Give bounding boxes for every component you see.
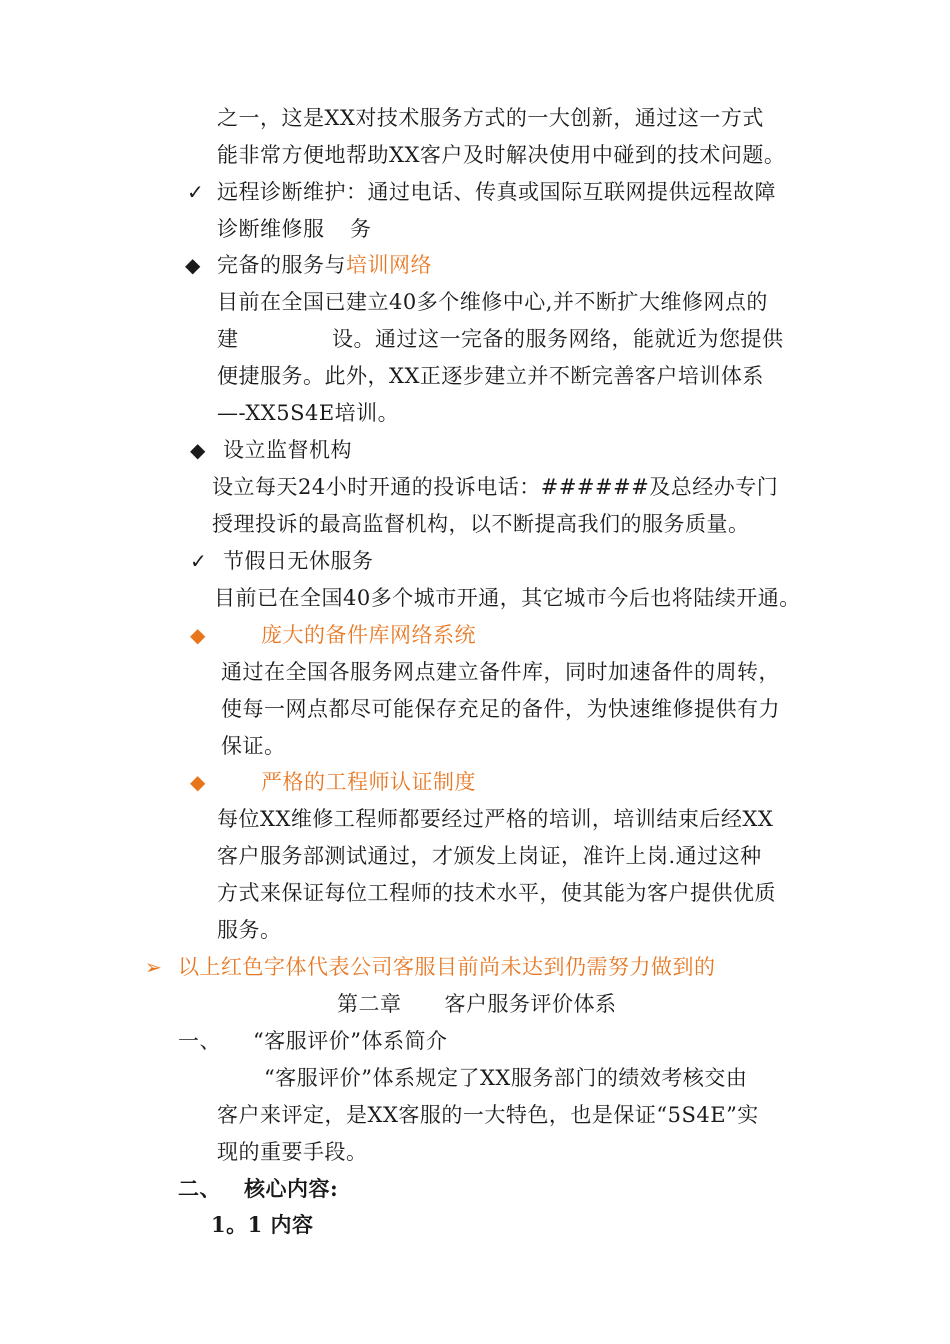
paragraph-line: 能非常方便地帮助XX客户及时解决使用中碰到的技术问题。: [217, 143, 786, 167]
diamond-icon: ◆: [185, 253, 201, 277]
bullet-heading: 节假日无休服务: [223, 549, 374, 573]
diamond-icon: ◆: [190, 623, 206, 647]
paragraph-line: 使每一网点都尽可能保存充足的备件，为快速维修提供有力: [221, 697, 780, 721]
paragraph-line: 授理投诉的最高监督机构，以不断提高我们的服务质量。: [212, 512, 750, 536]
paragraph-line: 客户来评定，是XX客服的一大特色，也是保证“5S4E”实: [217, 1103, 759, 1127]
paragraph-line: 保证。: [221, 734, 286, 758]
paragraph-line: 每位XX维修工程师都要经过严格的培训，培训结束后经XX: [217, 807, 774, 831]
paragraph-line: 之一，这是XX对技术服务方式的一大创新，通过这一方式: [217, 106, 764, 130]
paragraph-line: 目前已在全国40多个城市开通，其它城市今后也将陆续开通。: [214, 586, 801, 610]
paragraph-line: 便捷服务。此外，XX正逐步建立并不断完善客户培训体系: [217, 364, 764, 388]
paragraph-line: 务: [350, 217, 372, 241]
bullet-heading: 远程诊断维护：通过电话、传真或国际互联网提供远程故障: [217, 180, 776, 204]
bullet-heading: 设立监督机构: [223, 438, 352, 462]
paragraph-line: —-XX5S4E培训。: [217, 401, 400, 425]
check-icon: ✓: [187, 180, 204, 204]
section-number: 一、: [178, 1029, 221, 1053]
section-number: 二、: [178, 1176, 221, 1201]
bullet-heading: 庞大的备件库网络系统: [261, 623, 476, 647]
section-title: “客服评价”体系简介: [253, 1029, 448, 1053]
paragraph-line: 客户服务部测试通过，才颁发上岗证，准许上岗.通过这种: [217, 844, 762, 868]
check-icon: ✓: [190, 549, 207, 573]
paragraph-line: 诊断维修服: [217, 217, 325, 241]
paragraph-line: 现的重要手段。: [217, 1140, 368, 1164]
section-title: 核心内容:: [244, 1176, 339, 1201]
diamond-icon: ◆: [190, 770, 206, 794]
arrow-icon: ➢: [145, 955, 162, 979]
paragraph-line: 服务。: [217, 918, 282, 942]
paragraph-line: 建: [217, 327, 239, 351]
paragraph-line: 设立每天24小时开通的投诉电话：######及总经办专门: [212, 475, 779, 499]
bullet-heading: [217, 250, 432, 280]
paragraph-line: 设。通过这一完备的服务网络，能就近为您提供: [332, 327, 784, 351]
subsection-title: 1。1 内容: [211, 1212, 314, 1237]
diamond-icon: ◆: [190, 438, 206, 462]
heading-text: 完备的服务与: [217, 253, 346, 277]
paragraph-line: “客服评价”体系规定了XX服务部门的绩效考核交由: [264, 1066, 748, 1090]
chapter-title: 第二章 客户服务评价体系: [337, 992, 617, 1016]
highlight-text: 培训网络: [346, 253, 432, 277]
note-line: 以上红色字体代表公司客服目前尚未达到仍需努力做到的: [178, 955, 716, 979]
paragraph-line: 目前在全国已建立40多个维修中心,并不断扩大维修网点的: [217, 290, 768, 314]
bullet-heading: 严格的工程师认证制度: [261, 770, 476, 794]
paragraph-line: 通过在全国各服务网点建立备件库，同时加速备件的周转，: [221, 660, 780, 684]
paragraph-line: 方式来保证每位工程师的技术水平，使其能为客户提供优质: [217, 881, 776, 905]
